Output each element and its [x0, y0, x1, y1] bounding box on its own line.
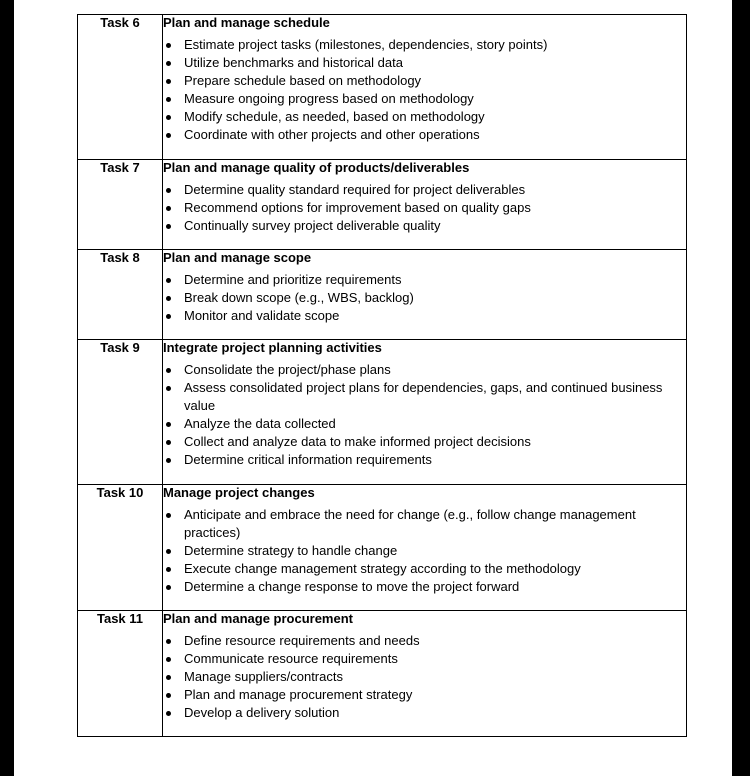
list-item: Measure ongoing progress based on methodology	[163, 90, 686, 108]
list-item: Prepare schedule based on methodology	[163, 72, 686, 90]
list-item: Analyze the data collected	[163, 415, 686, 433]
list-item: Develop a delivery solution	[163, 704, 686, 722]
task-label: Task 6	[78, 15, 163, 160]
task-content	[163, 340, 687, 485]
document-page	[14, 0, 732, 776]
task-table	[77, 14, 687, 737]
list-item: Plan and manage procurement strategy	[163, 686, 686, 704]
task-content	[163, 250, 687, 340]
list-item: Utilize benchmarks and historical data	[163, 54, 686, 72]
task-row	[78, 250, 687, 340]
task-content	[163, 15, 687, 160]
task-title: Plan and manage schedule	[163, 15, 330, 30]
task-content	[163, 160, 687, 250]
task-title: Plan and manage quality of products/deliverables	[163, 160, 470, 175]
task-row	[78, 340, 687, 485]
list-item: Consolidate the project/phase plans	[163, 361, 686, 379]
task-row	[78, 160, 687, 250]
task-title: Manage project changes	[163, 485, 315, 500]
task-title: Plan and manage scope	[163, 250, 312, 265]
list-item: Continually survey project deliverable quality	[163, 217, 686, 235]
task-bullet-list	[163, 632, 686, 722]
list-item: Coordinate with other projects and other operations	[163, 126, 686, 144]
list-item: Estimate project tasks (milestones, dependencies, story points)	[163, 36, 686, 54]
list-item: Assess consolidated project plans for dependencies, gaps, and continued business value	[163, 379, 686, 415]
list-item: Determine quality standard required for project deliverables	[163, 181, 686, 199]
list-item: Define resource requirements and needs	[163, 632, 686, 650]
list-item: Manage suppliers/contracts	[163, 668, 686, 686]
task-bullet-list	[163, 271, 686, 325]
task-label: Task 9	[78, 340, 163, 485]
task-label: Task 7	[78, 160, 163, 250]
list-item: Anticipate and embrace the need for change (e.g., follow change management practices)	[163, 506, 686, 542]
list-item: Determine and prioritize requirements	[163, 271, 686, 289]
task-row	[78, 15, 687, 160]
list-item: Communicate resource requirements	[163, 650, 686, 668]
task-label: Task 8	[78, 250, 163, 340]
task-label: Task 11	[78, 611, 163, 737]
task-content	[163, 485, 687, 611]
task-title: Integrate project planning activities	[163, 340, 382, 355]
list-item: Execute change management strategy according to the methodology	[163, 560, 686, 578]
task-bullet-list	[163, 36, 686, 144]
list-item: Break down scope (e.g., WBS, backlog)	[163, 289, 686, 307]
task-title: Plan and manage procurement	[163, 611, 353, 626]
task-bullet-list	[163, 361, 686, 469]
list-item: Determine strategy to handle change	[163, 542, 686, 560]
list-item: Collect and analyze data to make informed project decisions	[163, 433, 686, 451]
task-label: Task 10	[78, 485, 163, 611]
task-row	[78, 485, 687, 611]
task-bullet-list	[163, 181, 686, 235]
task-bullet-list	[163, 506, 686, 596]
list-item: Monitor and validate scope	[163, 307, 686, 325]
task-content	[163, 611, 687, 737]
list-item: Modify schedule, as needed, based on methodology	[163, 108, 686, 126]
task-row	[78, 611, 687, 737]
list-item: Recommend options for improvement based on quality gaps	[163, 199, 686, 217]
list-item: Determine critical information requirements	[163, 451, 686, 469]
list-item: Determine a change response to move the project forward	[163, 578, 686, 596]
